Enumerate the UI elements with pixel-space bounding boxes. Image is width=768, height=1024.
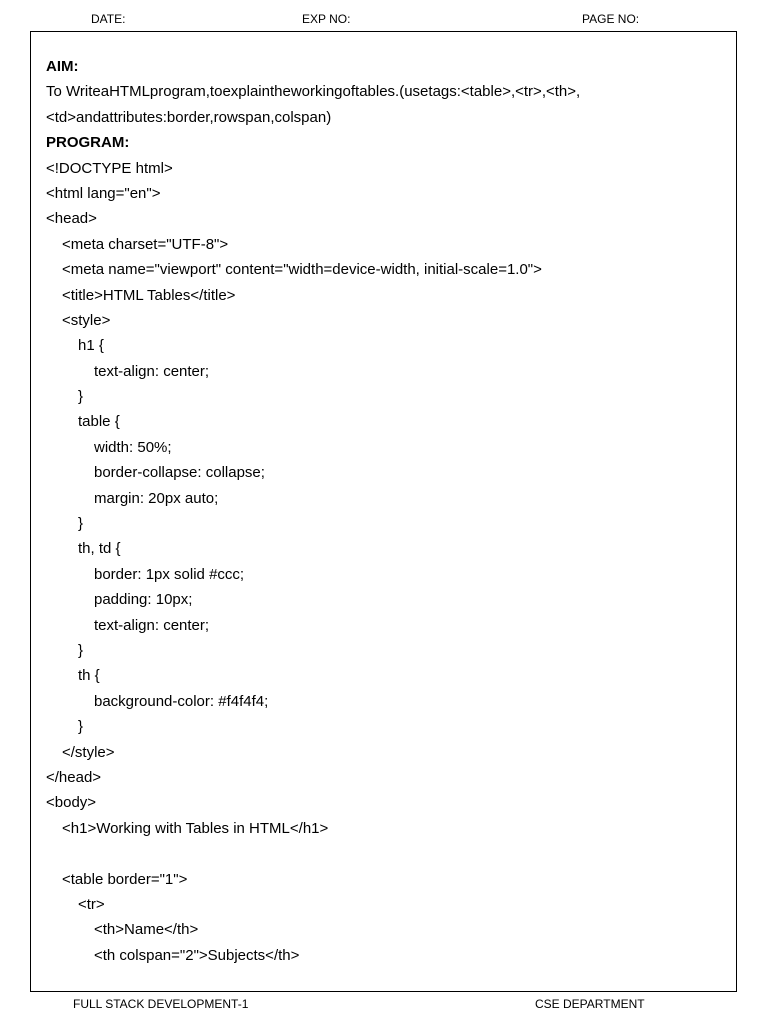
- code-line: <meta name="viewport" content="width=device-width, initial-scale=1.0">: [62, 261, 542, 279]
- code-line: <th colspan="2">Subjects</th>: [94, 946, 300, 964]
- code-line: <table border="1">: [62, 870, 188, 888]
- code-line: background-color: #f4f4f4;: [94, 692, 269, 710]
- code-line: </style>: [62, 743, 115, 761]
- code-line: }: [78, 718, 84, 736]
- code-line: <title>HTML Tables</title>: [62, 286, 236, 304]
- code-line: <h1>Working with Tables in HTML</h1>: [62, 819, 329, 837]
- code-line-blank: [46, 841, 728, 866]
- page-frame: [30, 31, 737, 992]
- aim-heading: AIM:: [46, 58, 79, 75]
- aim-text-line-2: <td>andattributes:border,rowspan,colspan): [46, 108, 332, 126]
- code-line: text-align: center;: [94, 362, 210, 380]
- code-line: }: [78, 388, 84, 406]
- code-line: }: [78, 641, 84, 659]
- code-line: </head>: [46, 768, 102, 786]
- code-line: <html lang="en">: [46, 184, 161, 202]
- aim-text-line-1: To WriteaHTMLprogram,toexplaintheworkingoftables.(usetags:<table>,<tr>,<th>,: [46, 83, 581, 101]
- code-line: <style>: [62, 311, 111, 329]
- code-line: <!DOCTYPE html>: [46, 159, 173, 177]
- code-line: <meta charset="UTF-8">: [62, 235, 229, 253]
- code-line: border: 1px solid #ccc;: [94, 565, 245, 583]
- code-line: margin: 20px auto;: [94, 489, 219, 507]
- code-line: h1 {: [78, 337, 104, 355]
- code-line: border-collapse: collapse;: [94, 464, 265, 482]
- code-line: <head>: [46, 210, 97, 228]
- code-line: <body>: [46, 794, 97, 812]
- footer-course-name: FULL STACK DEVELOPMENT-1: [73, 997, 249, 1011]
- program-heading: PROGRAM:: [46, 134, 130, 152]
- code-line: th {: [78, 667, 100, 685]
- code-line: table {: [78, 413, 120, 431]
- code-line: padding: 10px;: [94, 591, 193, 609]
- page-content: [46, 54, 728, 968]
- code-line: th, td {: [78, 540, 121, 558]
- code-line: <th>Name</th>: [94, 921, 199, 939]
- header-page-no-label: PAGE NO:: [582, 12, 640, 26]
- code-line: <tr>: [78, 895, 105, 913]
- header-exp-no-label: EXP NO:: [302, 12, 351, 26]
- header-date-label: DATE:: [91, 12, 126, 26]
- code-line: text-align: center;: [94, 616, 210, 634]
- code-line: }: [78, 515, 84, 533]
- footer-department: CSE DEPARTMENT: [535, 997, 645, 1011]
- code-line: width: 50%;: [94, 438, 172, 456]
